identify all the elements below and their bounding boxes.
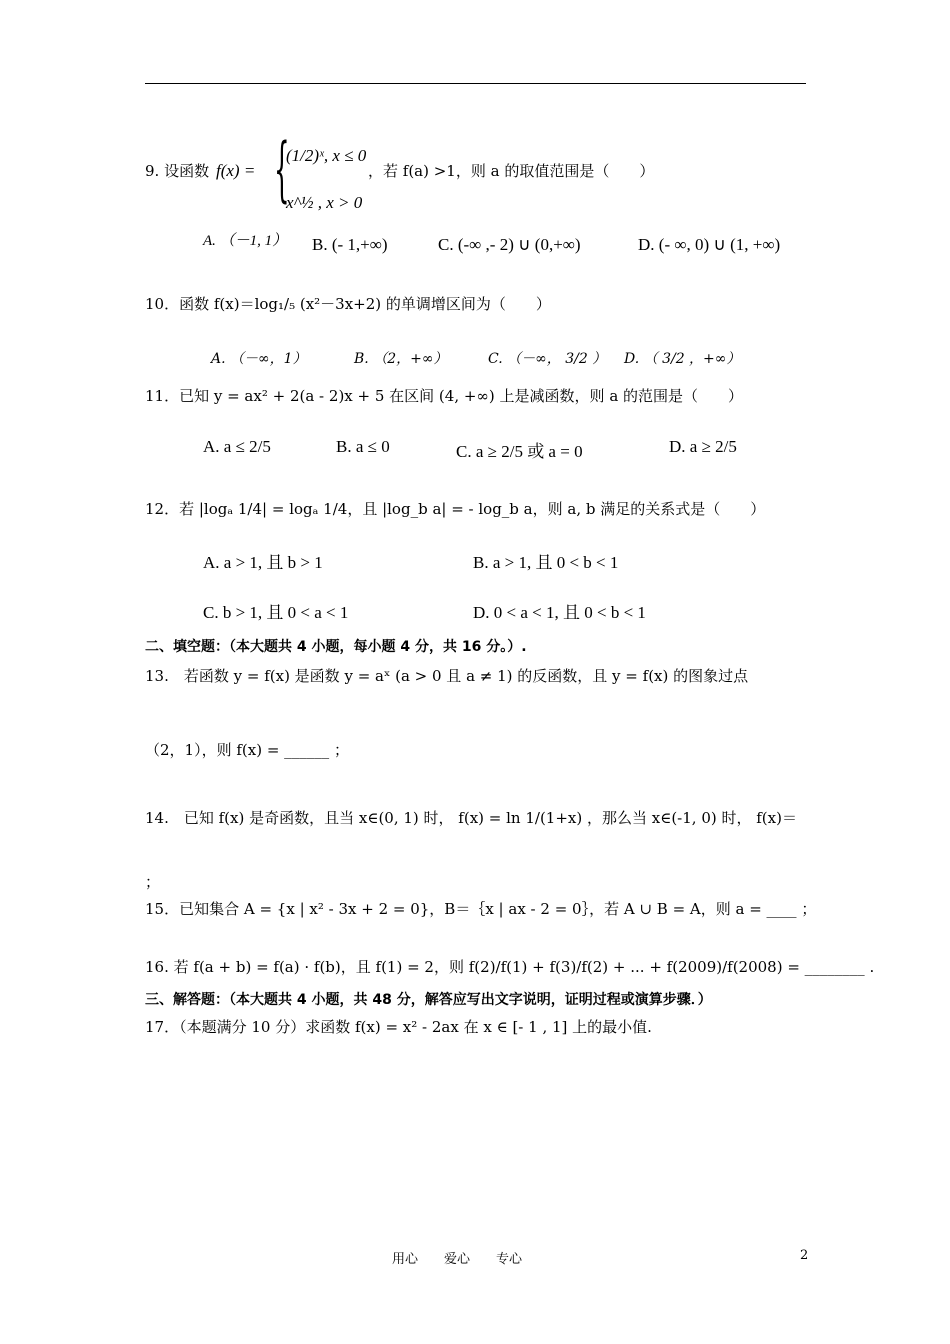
q9-option-b: B. (- 1,+∞) [312, 235, 388, 254]
q13-line-2: （2，1），则 f(x) = ______ ； [145, 741, 349, 759]
q14-line-1: 14. 已知 f(x) 是奇函数，且当 x∈(0, 1) 时， f(x) = ln 1/(1+x) ，那么当 x∈(-1, 0) 时， f(x)＝ [145, 809, 797, 827]
q11-option-d: D. a ≥ 2/5 [669, 437, 737, 456]
q9-option-a: A. （－1, 1） [203, 233, 288, 249]
q9-prefix: 9. 设函数 [145, 162, 210, 180]
q10-option-b: B. （2，+∞） [354, 351, 448, 367]
page-number: 2 [800, 1248, 809, 1263]
footer-motto: 用心 爱心 专心 [392, 1252, 523, 1267]
q11-text: 11．已知 y = ax² + 2(a - 2)x + 5 在区间 (4, +∞) 上是减函数，则 a 的范围是（ ） [145, 387, 744, 405]
q9-condition: ，若 f(a) >1，则 a 的取值范围是（ ） [368, 162, 655, 180]
question-16: 16. 若 f(a + b) = f(a) · f(b)，且 f(1) = 2，则 f(2)/f(1) + f(3)/f(2) + ... + f(2009)/f(2008) = ________ . [145, 958, 875, 976]
question-17: 17．（本题满分 10 分）求函数 f(x) = x² - 2ax 在 x ∈ [- 1 , 1] 上的最小值. [145, 1018, 652, 1036]
q9-option-c: C. (-∞ ,- 2) ∪ (0,+∞) [438, 235, 581, 254]
q12-option-d: D. 0 < a < 1, 且 0 < b < 1 [473, 603, 646, 622]
section-2-heading: 二、填空题：（本大题共 4 小题，每小题 4 分，共 16 分。）. [145, 639, 527, 655]
q9-case-2: x^½ , x > 0 [286, 193, 363, 212]
q12-text: 12．若 |logₐ 1/4| = logₐ 1/4，且 |log_b a| = - log_b a，则 a, b 满足的关系式是（ ） [145, 500, 766, 518]
q13-line-1: 13. 若函数 y = f(x) 是函数 y = aˣ (a > 0 且 a ≠ 1) 的反函数，且 y = f(x) 的图象过点 [145, 667, 749, 685]
q11-option-a: A. a ≤ 2/5 [203, 437, 271, 456]
q10-option-a: A. （－∞，1） [211, 351, 307, 367]
section-3-heading: 三、解答题：（本大题共 4 小题，共 48 分，解答应写出文字说明，证明过程或演算步骤．） [145, 992, 712, 1008]
question-15: 15．已知集合 A = {x | x² - 3x + 2 = 0}，B＝｛x | ax - 2 = 0｝，若 A ∪ B = A，则 a = ____ ； [145, 900, 817, 918]
q12-option-b: B. a > 1, 且 0 < b < 1 [473, 553, 619, 572]
q9-brace: { [274, 128, 290, 210]
q12-option-c: C. b > 1, 且 0 < a < 1 [203, 603, 349, 622]
q10-option-c: C. （－∞， 3/2 ） [488, 351, 607, 367]
q11-option-c: C. a ≥ 2/5 或 a = 0 [456, 442, 583, 461]
q9-case-1: (1/2)ˣ, x ≤ 0 [286, 146, 367, 165]
q9-fx: f(x) = [216, 161, 256, 180]
q9-option-d: D. (- ∞, 0) ∪ (1, +∞) [638, 235, 781, 254]
q10-option-d: D. （ 3/2 ，+∞） [624, 351, 741, 367]
q14-line-2: ； [145, 873, 161, 891]
q10-text: 10．函数 f(x)＝log₁/₅ (x²－3x+2) 的单调增区间为（ ） [145, 295, 551, 313]
header-rule [145, 83, 806, 84]
q11-option-b: B. a ≤ 0 [336, 437, 390, 456]
q12-option-a: A. a > 1, 且 b > 1 [203, 553, 323, 572]
